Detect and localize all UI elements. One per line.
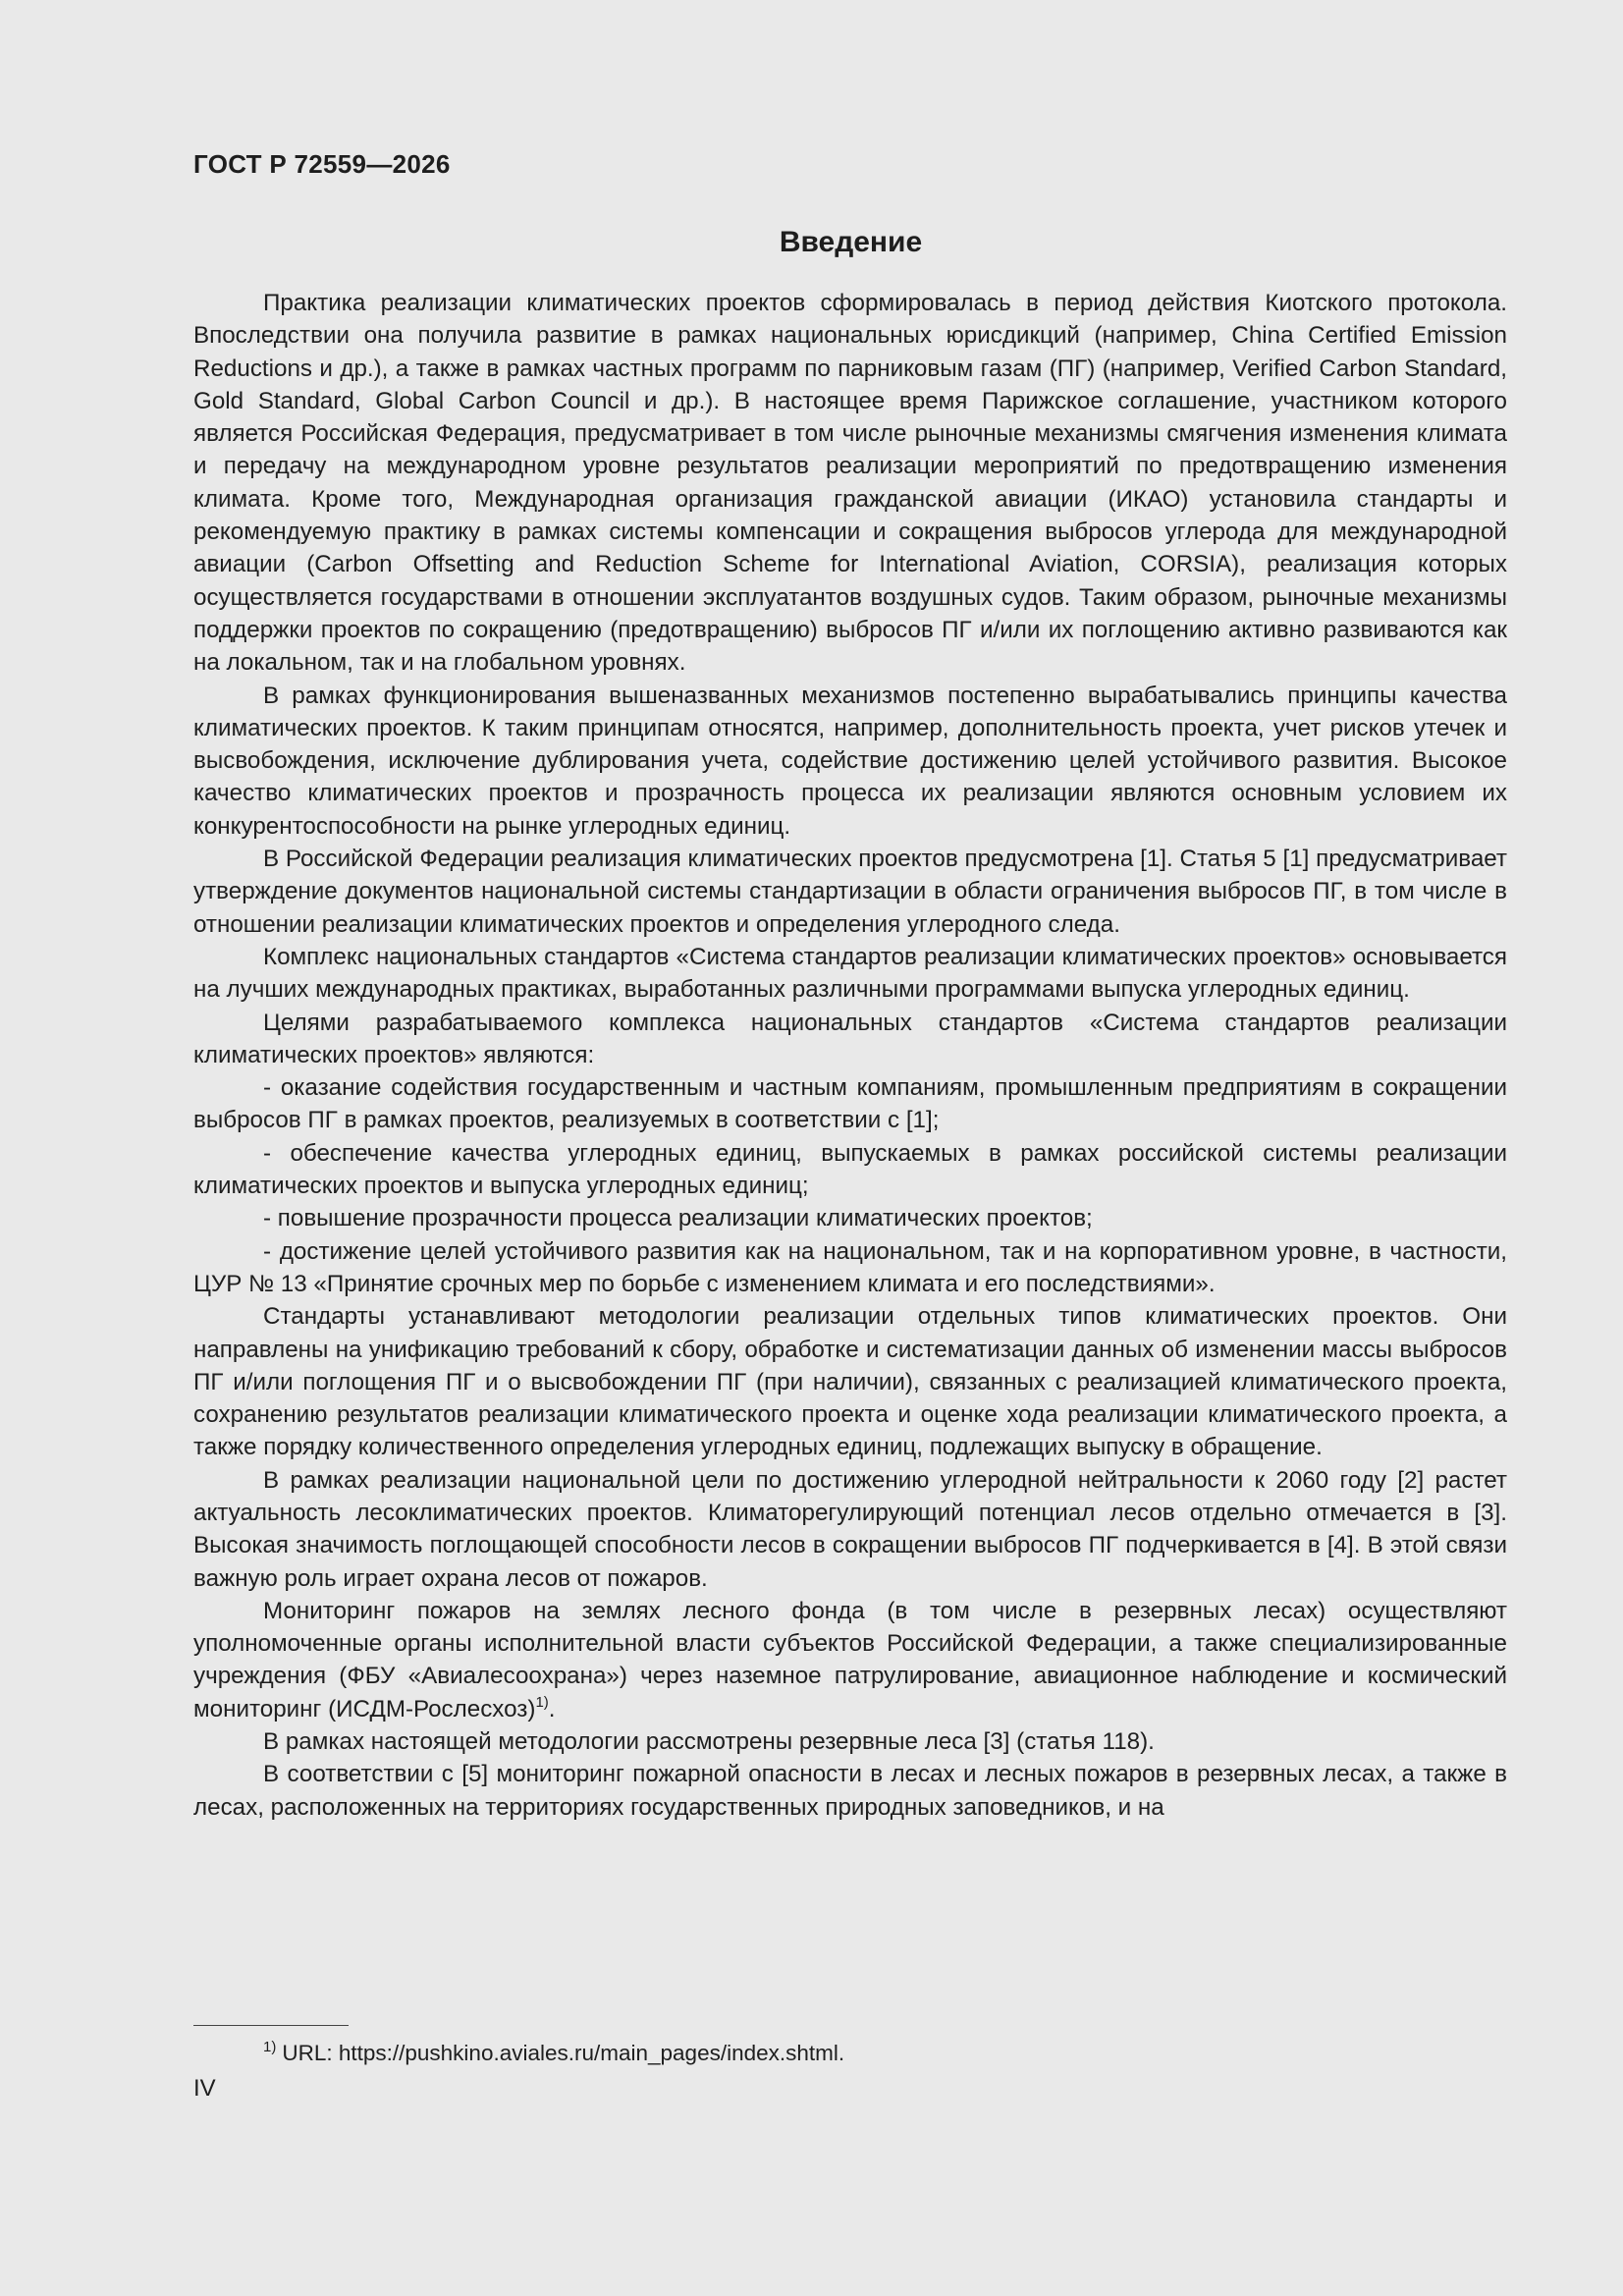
- paragraph: В соответствии с [5] мониторинг пожарной опасности в лесах и лесных пожаров в резервных лесах, а также в лесах, расположенных на территориях государственных природных заповедников, и на: [193, 1761, 1507, 1821]
- paragraph: Комплекс национальных стандартов «Система стандартов реализации климатических проектов» основывается на лучших международных практиках, выработанных различными программами выпуска углеродных единиц.: [193, 943, 1507, 1004]
- footnote-reference: 1): [535, 1693, 549, 1711]
- list-item: - достижение целей устойчивого развития как на национальном, так и на корпоративном уровне, в частности, ЦУР № 13 «Принятие срочных мер по борьбе с изменением климата и его последствиями».: [193, 1237, 1507, 1297]
- section-title: Введение: [779, 226, 923, 258]
- paragraph: В рамках реализации национальной цели по достижению углеродной нейтральности к 2060 году [2] растет актуальность лесоклиматических проектов. Климаторегулирующий потенциал лесов отдельно отмечается в [3]. Высокая значимость поглощающей способности лесов в сокращении выбросов ПГ подчеркивается в [4]. В этой связи важную роль играет охрана лесов от пожаров.: [193, 1466, 1507, 1592]
- footnote-separator: [193, 2025, 349, 2026]
- footnote-text: URL: https://pushkino.aviales.ru/main_pages/index.shtml.: [282, 2041, 845, 2065]
- footnote: [263, 2033, 844, 2068]
- paragraph: В Российской Федерации реализация климатических проектов предусмотрена [1]. Статья 5 [1] предусматривает утверждение документов национальной системы стандартизации в области ограничения выбросов ПГ, в том числе в отношении реализации климатических проектов и определения углеродного следа.: [193, 846, 1507, 938]
- document-code: ГОСТ Р 72559—2026: [193, 149, 451, 179]
- footnote-mark: 1): [263, 2039, 277, 2055]
- paragraph: Практика реализации климатических проектов сформировалась в период действия Киотского протокола. Впоследствии она получила развитие в рамках национальных юрисдикций (например, China Certified Emission Reductions и др.), а также в рамках частных программ по парниковым газам (ПГ) (например, Verified Carbon Standard, Gold Standard, Global Carbon Council и др.). В настоящее время Парижское соглашение, участником которого является Российская Федерация, предусматривает в том числе рыночные механизмы смягчения изменения климата и передачу на международном уровне результатов реализации мероприятий по предотвращению изменения климата. Кроме того, Международная организация гражданской авиации (ИКАО) установила стандарты и рекомендуемую практику в рамках системы компенсации и сокращения выбросов углерода для международной авиации (Carbon Offsetting and Reduction Scheme for International Aviation, CORSIA), реализация которых осуществляется государствами в отношении эксплуатантов воздушных судов. Таким образом, рыночные механизмы поддержки проектов по сокращению (предотвращению) выбросов ПГ и/или их поглощению активно развиваются как на локальном, так и на глобальном уровнях.: [193, 290, 1507, 677]
- paragraph: В рамках функционирования вышеназванных механизмов постепенно вырабатывались принципы качества климатических проектов. К таким принципам относятся, например, дополнительность проекта, учет рисков утечек и высвобождения, исключение дублирования учета, содействие достижению целей устойчивого развития. Высокое качество климатических проектов и прозрачность процесса их реализации являются основным условием их конкурентоспособности на рынке углеродных единиц.: [193, 682, 1507, 840]
- list-item: - оказание содействия государственным и частным компаниям, промышленным предприятиям в сокращении выбросов ПГ в рамках проектов, реализуемых в соответствии с [1];: [193, 1074, 1507, 1134]
- paragraph-end: .: [548, 1695, 556, 1722]
- paragraph: В рамках настоящей методологии рассмотрены резервные леса [3] (статья 118).: [263, 1728, 1155, 1756]
- paragraph: Стандарты устанавливают методологии реализации отдельных типов климатических проектов. Они направлены на унификацию требований к сбору, обработке и систематизации данных об изменении массы выбросов ПГ и/или поглощения ПГ и о высвобождении ПГ (при наличии), связанных с реализацией климатического проекта, сохранению результатов реализации климатического проекта и оценке хода реализации климатического проекта, а также порядку количественного определения углеродных единиц, подлежащих выпуску в обращение.: [193, 1303, 1507, 1461]
- paragraph-text: Мониторинг пожаров на землях лесного фонда (в том числе в резервных лесах) осуществляют уполномоченные органы исполнительной власти субъектов Российской Федерации, а также специализированные учреждения (ФБУ «Авиалесоохрана») через наземное патрулирование, авиационное наблюдение и космический мониторинг (ИСДМ-Рослесхоз): [193, 1597, 1507, 1722]
- body-text: [193, 287, 1507, 1824]
- list-item: - обеспечение качества углеродных единиц, выпускаемых в рамках российской системы реализации климатических проектов и выпуска углеродных единиц;: [193, 1139, 1507, 1200]
- paragraph-with-footnote: [193, 1595, 1507, 1725]
- paragraph: Целями разрабатываемого комплекса национальных стандартов «Система стандартов реализации климатических проектов» являются:: [193, 1009, 1507, 1068]
- page-number: IV: [193, 2075, 216, 2102]
- list-item: - повышение прозрачности процесса реализации климатических проектов;: [263, 1205, 1093, 1232]
